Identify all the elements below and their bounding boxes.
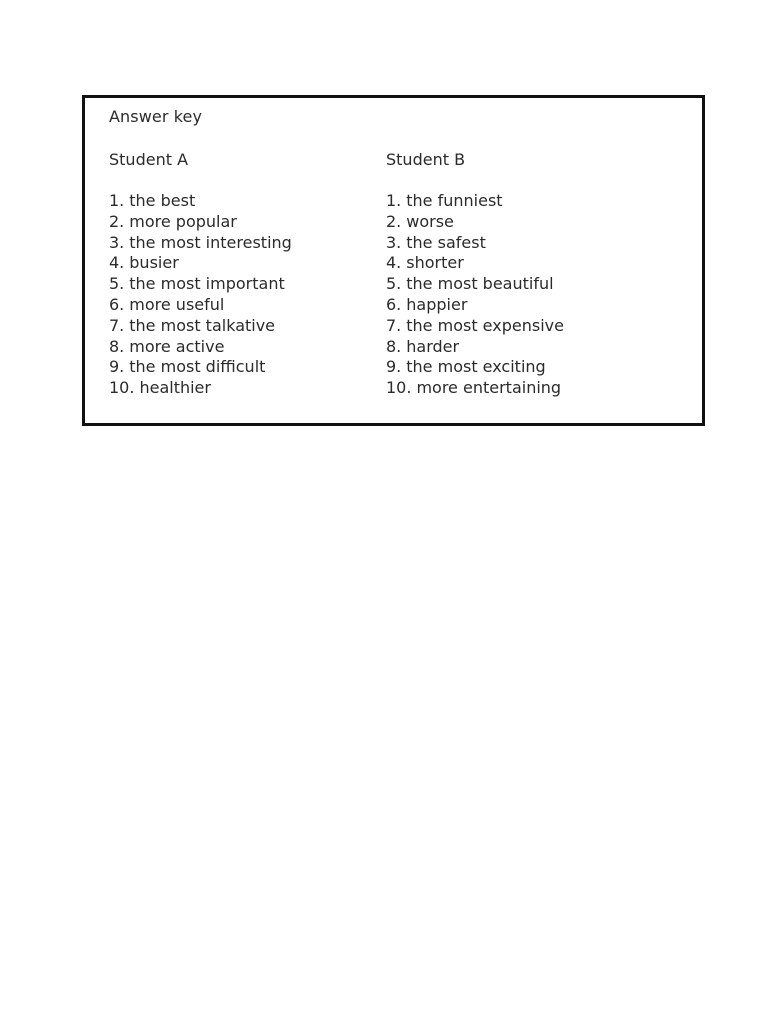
answer-text: the most expensive <box>406 315 564 335</box>
answer-text: more popular <box>129 211 237 231</box>
answer-text: busier <box>129 253 179 273</box>
student-b-answer-list <box>386 191 564 399</box>
answer-item <box>109 378 292 399</box>
answer-number: 2. <box>109 211 125 231</box>
answer-item <box>109 253 292 274</box>
answer-number: 3. <box>386 232 402 252</box>
answer-text: shorter <box>406 253 464 273</box>
answer-text: the most beautiful <box>406 274 554 294</box>
answer-item <box>386 295 564 316</box>
answer-number: 8. <box>386 336 402 356</box>
answer-text: the most exciting <box>406 357 546 377</box>
answer-key-title: Answer key <box>109 107 203 126</box>
answer-text: more useful <box>129 294 225 314</box>
answer-number: 3. <box>109 232 125 252</box>
answer-item <box>386 233 564 254</box>
answer-number: 7. <box>109 315 125 335</box>
student-a-column <box>109 150 292 399</box>
answer-item <box>386 337 564 358</box>
answer-number: 6. <box>386 294 402 314</box>
answer-item <box>109 295 292 316</box>
answer-item <box>109 357 292 378</box>
answer-text: the most important <box>129 274 285 294</box>
answer-number: 6. <box>109 294 125 314</box>
answer-text: happier <box>406 294 468 314</box>
answer-number: 5. <box>109 274 125 294</box>
answer-number: 10. <box>386 378 412 398</box>
answer-item <box>109 316 292 337</box>
answer-item <box>109 274 292 295</box>
answer-item <box>386 316 564 337</box>
answer-number: 9. <box>109 357 125 377</box>
answer-item <box>109 191 292 212</box>
answer-item <box>109 212 292 233</box>
answer-number: 2. <box>386 211 402 231</box>
student-b-heading: Student B <box>386 150 466 169</box>
student-b-column <box>386 150 564 399</box>
answer-text: harder <box>406 336 460 356</box>
answer-item <box>386 212 564 233</box>
answer-item <box>386 274 564 295</box>
answer-number: 1. <box>386 191 402 210</box>
answer-text: the most talkative <box>129 315 276 335</box>
answer-number: 10. <box>109 378 135 398</box>
answer-number: 8. <box>109 336 125 356</box>
answer-number: 5. <box>386 274 402 294</box>
answer-text: more active <box>129 336 225 356</box>
answer-item <box>386 191 564 212</box>
answer-number: 9. <box>386 357 402 377</box>
answer-text: the most interesting <box>129 232 292 252</box>
answer-item <box>386 357 564 378</box>
answer-item <box>386 378 564 399</box>
answer-number: 4. <box>109 253 125 273</box>
answer-text: the funniest <box>406 191 503 210</box>
answer-text: healthier <box>139 378 211 398</box>
answer-text: more entertaining <box>416 378 562 398</box>
answer-item <box>109 337 292 358</box>
answer-number: 1. <box>109 191 125 210</box>
answer-text: the best <box>129 191 196 210</box>
answer-item <box>109 233 292 254</box>
answer-text: the safest <box>406 232 486 252</box>
answer-item <box>386 253 564 274</box>
answer-number: 7. <box>386 315 402 335</box>
student-a-answer-list <box>109 191 292 399</box>
answer-text: worse <box>406 211 454 231</box>
answer-key-box <box>82 95 705 426</box>
answer-text: the most difficult <box>129 357 266 377</box>
answer-number: 4. <box>386 253 402 273</box>
student-a-heading: Student A <box>109 150 189 169</box>
